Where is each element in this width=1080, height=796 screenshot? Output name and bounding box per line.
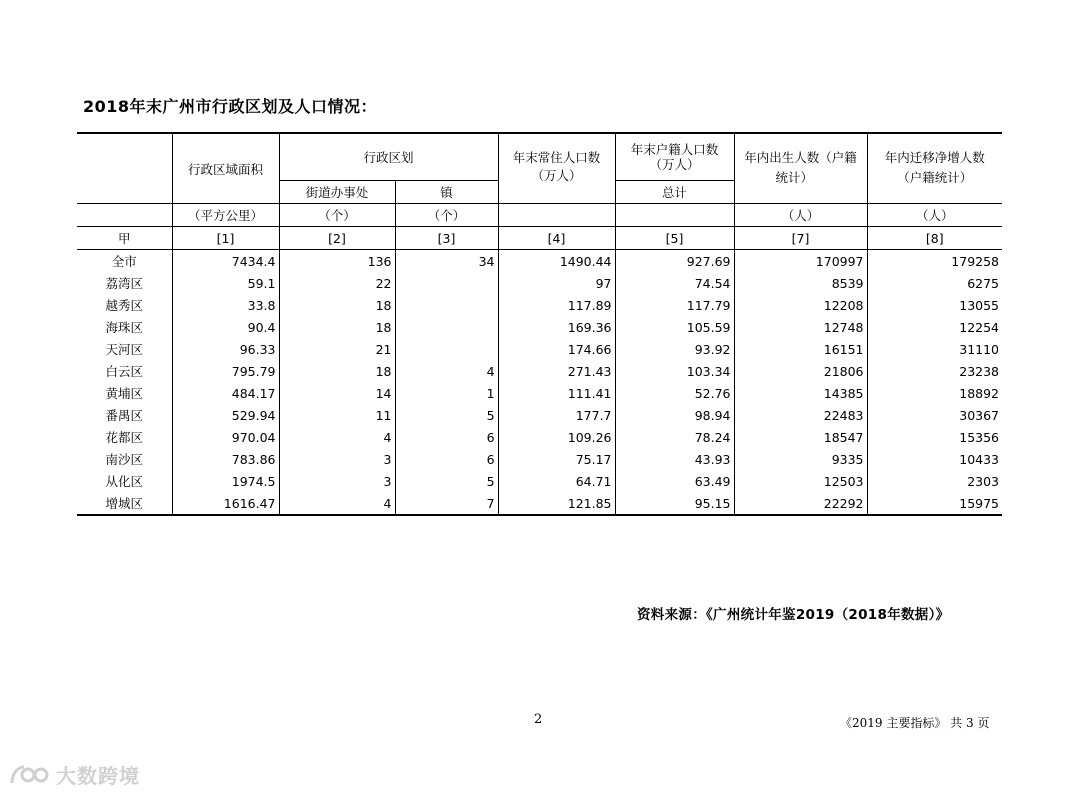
migration-value: 15975 [867, 492, 1002, 515]
town-value: 4 [395, 360, 498, 382]
unit-area: （平方公里） [172, 204, 279, 227]
header-migration: 年内迁移净增人数 （户籍统计） [867, 133, 1002, 204]
migration-value: 31110 [959, 341, 1000, 357]
resident-value: 174.66 [498, 338, 615, 360]
district-name: 黄埔区 [77, 382, 172, 404]
table-row [77, 492, 1002, 515]
registered-value: 63.49 [615, 470, 734, 492]
area-value: 795.79 [172, 360, 279, 382]
town-value: 6 [395, 448, 498, 470]
town-value [395, 316, 498, 338]
area-value: 970.04 [172, 426, 279, 448]
area-value: 529.94 [172, 404, 279, 426]
subdistrict-value: 3 [279, 448, 395, 470]
code-name: 甲 [77, 227, 172, 250]
header-resident: 年末常住人口数 （万人） [498, 133, 615, 204]
town-value [395, 272, 498, 294]
town-value: 6 [395, 426, 498, 448]
migration-value: 23238 [959, 363, 1000, 379]
births-value: 21806 [734, 360, 867, 382]
town-value: 7 [395, 492, 498, 515]
code-4: [4] [498, 227, 615, 250]
subdistrict-value: 21 [279, 338, 395, 360]
area-value: 59.1 [172, 272, 279, 294]
migration-value: 15356 [959, 429, 1000, 445]
unit-births: （人） [734, 204, 867, 227]
registered-value: 117.79 [615, 294, 734, 316]
migration-value: 179258 [951, 253, 1000, 269]
table-row [77, 360, 1002, 382]
subdistrict-value: 3 [279, 470, 395, 492]
town-value: 1 [395, 382, 498, 404]
migration-value: 18892 [959, 385, 1000, 401]
town-value [395, 338, 498, 360]
births-value: 12748 [734, 316, 867, 338]
table-row [77, 404, 1002, 426]
births-value: 9335 [734, 448, 867, 470]
subdistrict-value: 22 [279, 272, 395, 294]
code-8: [8] [867, 227, 1002, 250]
district-name: 白云区 [77, 360, 172, 382]
births-value: 170997 [734, 250, 867, 273]
watermark [8, 760, 140, 789]
births-value: 18547 [734, 426, 867, 448]
area-value: 33.8 [172, 294, 279, 316]
header-subdistrict: 街道办事处 [279, 181, 395, 204]
subdistrict-value: 11 [279, 404, 395, 426]
source-note: 资料来源：《广州统计年鉴2019（2018年数据）》 [637, 607, 950, 623]
births-value: 16151 [734, 338, 867, 360]
code-7: [7] [734, 227, 867, 250]
resident-value: 271.43 [498, 360, 615, 382]
area-value: 7434.4 [172, 250, 279, 273]
district-name: 南沙区 [77, 448, 172, 470]
district-name: 从化区 [77, 470, 172, 492]
resident-value: 64.71 [498, 470, 615, 492]
district-name: 海珠区 [77, 316, 172, 338]
subdistrict-value: 4 [279, 492, 395, 515]
subdistrict-value: 136 [279, 250, 395, 273]
town-value [395, 294, 498, 316]
page-title: 2018年末广州市行政区划及人口情况： [83, 97, 378, 116]
births-value: 14385 [734, 382, 867, 404]
registered-value: 105.59 [615, 316, 734, 338]
registered-value: 52.76 [615, 382, 734, 404]
resident-value: 169.36 [498, 316, 615, 338]
table-row [77, 470, 1002, 492]
migration-value: 10433 [959, 451, 1000, 467]
migration-value: 6275 [967, 275, 1000, 291]
watermark-logo-icon [8, 761, 50, 789]
district-name: 番禺区 [77, 404, 172, 426]
table-row [77, 272, 1002, 294]
births-value: 22292 [734, 492, 867, 515]
units-row [77, 204, 1002, 227]
resident-value: 75.17 [498, 448, 615, 470]
district-name: 花都区 [77, 426, 172, 448]
town-value: 34 [395, 250, 498, 273]
table-row [77, 382, 1002, 404]
district-name: 全市 [77, 250, 172, 273]
area-value: 1974.5 [172, 470, 279, 492]
area-value: 783.86 [172, 448, 279, 470]
code-2: [2] [279, 227, 395, 250]
district-name: 荔湾区 [77, 272, 172, 294]
registered-value: 78.24 [615, 426, 734, 448]
migration-value: 12254 [959, 319, 1000, 335]
resident-value: 1490.44 [498, 250, 615, 273]
migration-value: 13055 [959, 297, 1000, 313]
resident-value: 97 [498, 272, 615, 294]
migration-value: 30367 [959, 407, 1000, 423]
code-5: [5] [615, 227, 734, 250]
resident-value: 109.26 [498, 426, 615, 448]
header-registered: 年末户籍人口数 （万人） [615, 133, 734, 181]
table-row [77, 316, 1002, 338]
table-body [77, 250, 1002, 516]
header-town: 镇 [395, 181, 498, 204]
resident-value: 121.85 [498, 492, 615, 515]
table-row [77, 250, 1002, 273]
header-division: 行政区划 [279, 133, 498, 181]
town-value: 5 [395, 470, 498, 492]
page-number: 2 [534, 712, 543, 727]
header-births: 年内出生人数（户籍 统计） [734, 133, 867, 204]
unit-town: （个） [395, 204, 498, 227]
header-area: 行政区域面积 [172, 133, 279, 204]
population-table [77, 132, 1002, 516]
district-name: 增城区 [77, 492, 172, 515]
migration-value: 2303 [967, 473, 1000, 489]
code-3: [3] [395, 227, 498, 250]
resident-value: 117.89 [498, 294, 615, 316]
area-value: 90.4 [172, 316, 279, 338]
area-value: 1616.47 [172, 492, 279, 515]
table-row [77, 448, 1002, 470]
unit-subdistrict: （个） [279, 204, 395, 227]
registered-value: 43.93 [615, 448, 734, 470]
area-value: 96.33 [172, 338, 279, 360]
subdistrict-value: 4 [279, 426, 395, 448]
town-value: 5 [395, 404, 498, 426]
resident-value: 177.7 [498, 404, 615, 426]
registered-value: 93.92 [615, 338, 734, 360]
district-name: 越秀区 [77, 294, 172, 316]
registered-value: 98.94 [615, 404, 734, 426]
registered-value: 74.54 [615, 272, 734, 294]
registered-value: 103.34 [615, 360, 734, 382]
footer-text: 《2019 主要指标》 共 3 页 [840, 716, 990, 730]
births-value: 12208 [734, 294, 867, 316]
resident-value: 111.41 [498, 382, 615, 404]
table-row [77, 294, 1002, 316]
header-row-1 [77, 133, 1002, 181]
district-name: 天河区 [77, 338, 172, 360]
births-value: 22483 [734, 404, 867, 426]
header-registered-total: 总计 [615, 181, 734, 204]
subdistrict-value: 18 [279, 316, 395, 338]
registered-value: 95.15 [615, 492, 734, 515]
table-row [77, 426, 1002, 448]
births-value: 8539 [734, 272, 867, 294]
subdistrict-value: 18 [279, 294, 395, 316]
registered-value: 927.69 [615, 250, 734, 273]
births-value: 12503 [734, 470, 867, 492]
unit-migration: （人） [867, 204, 1002, 227]
codes-row [77, 227, 1002, 250]
subdistrict-value: 14 [279, 382, 395, 404]
code-1: [1] [172, 227, 279, 250]
area-value: 484.17 [172, 382, 279, 404]
watermark-text: 大数跨境 [56, 764, 140, 788]
subdistrict-value: 18 [279, 360, 395, 382]
table-row [77, 338, 1002, 360]
